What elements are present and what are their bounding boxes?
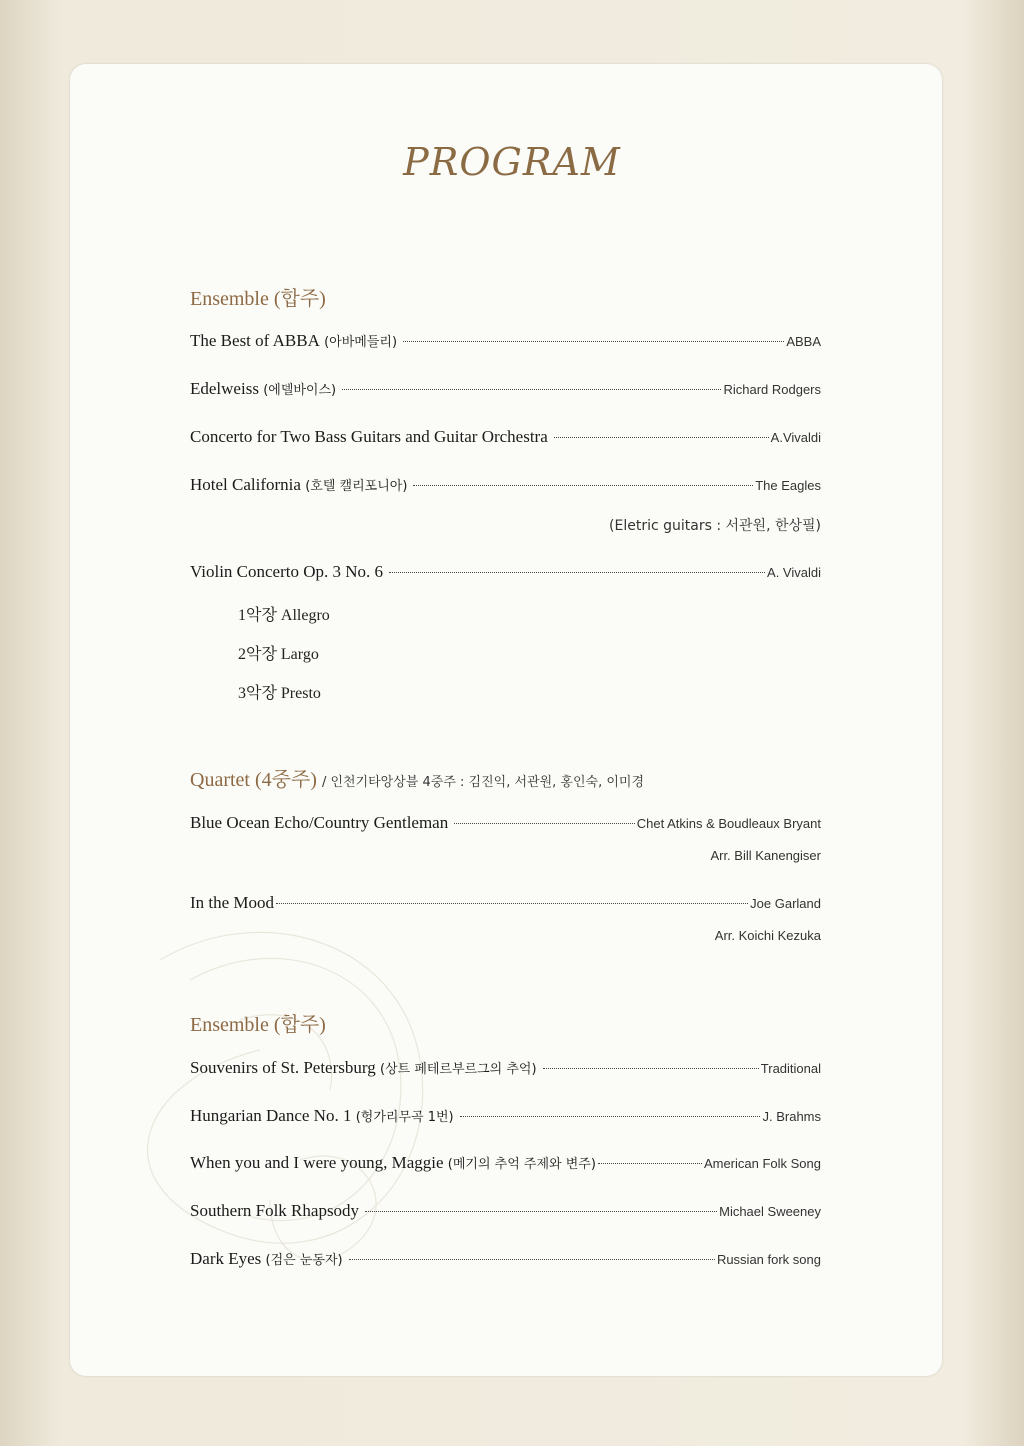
- leader-dots: [460, 1116, 761, 1117]
- composer: J. Brahms: [762, 1109, 821, 1124]
- piece-title: Souvenirs of St. Petersburg: [190, 1058, 376, 1077]
- program-item: [190, 331, 821, 351]
- composer: The Eagles: [755, 478, 821, 493]
- piece-title: The Best of ABBA: [190, 331, 320, 350]
- movement: 1악장 Allegro: [238, 607, 330, 624]
- piece-korean-title: (상트 페테르부르그의 추억): [380, 1062, 537, 1077]
- piece-title: Violin Concerto Op. 3 No. 6: [190, 562, 384, 581]
- piece-title: Hungarian Dance No. 1: [190, 1106, 352, 1125]
- movement: 3악장 Presto: [238, 685, 321, 702]
- arranger: Arr. Bill Kanengiser: [710, 848, 821, 863]
- movement: 2악장 Largo: [238, 646, 319, 663]
- composer: Michael Sweeney: [719, 1204, 821, 1219]
- piece-korean-title: (호텔 캘리포니아): [305, 479, 408, 494]
- performer-note: (Eletric guitars : 서관원, 한상필): [609, 518, 821, 534]
- leader-dots: [389, 572, 765, 573]
- section-heading-ensemble: Ensemble (합주): [190, 288, 326, 310]
- program-item: [190, 1249, 821, 1269]
- composer: Russian fork song: [716, 1252, 821, 1267]
- piece-title: Dark Eyes: [190, 1249, 262, 1268]
- leader-dots: [598, 1163, 702, 1164]
- composer: Traditional: [760, 1061, 821, 1076]
- leader-dots: [554, 437, 769, 438]
- piece-title: In the Mood: [190, 893, 275, 912]
- program-item: [190, 1058, 821, 1078]
- piece-korean-title: (에델바이스): [263, 383, 337, 398]
- program-item: [190, 1106, 821, 1126]
- leader-dots: [342, 389, 721, 390]
- piece-korean-title: (헝가리무곡 1번): [355, 1110, 454, 1125]
- program-item: [190, 813, 821, 833]
- piece-title: Edelweiss: [190, 379, 259, 398]
- composer: Richard Rodgers: [723, 382, 821, 397]
- leader-dots: [276, 903, 748, 904]
- composer: Chet Atkins & Boudleaux Bryant: [636, 816, 821, 831]
- piece-title: When you and I were young, Maggie: [190, 1153, 444, 1172]
- quartet-members: / 인천기타앙상블 4중주 : 김진익, 서관원, 홍인숙, 이미경: [321, 775, 645, 790]
- program-item: [190, 893, 821, 913]
- leader-dots: [403, 341, 784, 342]
- piece-title: Blue Ocean Echo/Country Gentleman: [190, 813, 449, 832]
- piece-title: Hotel California: [190, 475, 301, 494]
- section-heading-ensemble: Ensemble (합주): [190, 1014, 326, 1036]
- leader-dots: [543, 1068, 759, 1069]
- program-item: [190, 379, 821, 399]
- leader-dots: [365, 1211, 717, 1212]
- composer: A.Vivaldi: [770, 430, 821, 445]
- section-heading-quartet: [190, 763, 644, 792]
- program-item: [190, 1201, 821, 1221]
- program-item: [190, 427, 821, 447]
- page-title: PROGRAM: [403, 140, 621, 184]
- piece-korean-title: (검은 눈동자): [265, 1253, 343, 1268]
- section-label: Quartet (4중주): [190, 769, 317, 791]
- program-item: [190, 562, 821, 582]
- composer: Joe Garland: [750, 896, 821, 911]
- composer: A. Vivaldi: [767, 565, 821, 580]
- piece-title: Southern Folk Rhapsody: [190, 1201, 360, 1220]
- piece-korean-title: (아바메들리): [324, 335, 398, 350]
- program-item: [190, 475, 821, 495]
- leader-dots: [413, 485, 753, 486]
- composer: American Folk Song: [703, 1156, 821, 1171]
- piece-title: Concerto for Two Bass Guitars and Guitar Orchestra: [190, 427, 548, 446]
- piece-korean-title: (메기의 추억 주제와 변주): [447, 1157, 596, 1172]
- arranger: Arr. Koichi Kezuka: [714, 928, 821, 943]
- leader-dots: [349, 1259, 715, 1260]
- composer: ABBA: [786, 334, 821, 349]
- leader-dots: [454, 823, 634, 824]
- program-item: [190, 1153, 821, 1173]
